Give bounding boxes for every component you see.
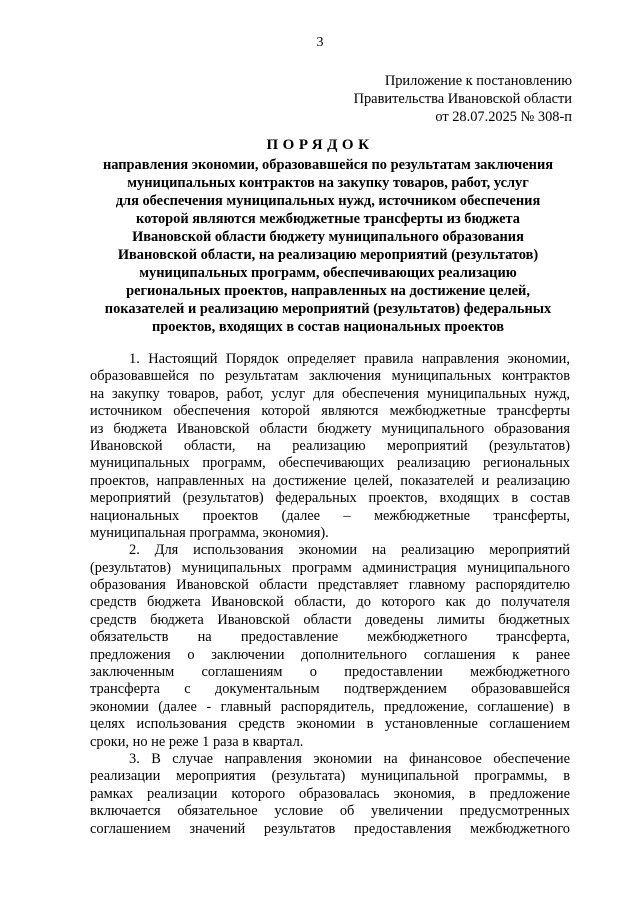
paragraph bbox=[90, 542, 570, 751]
paragraph-line: 1. Настоящий Порядок определяет правила направления экономии, bbox=[129, 351, 570, 367]
paragraph-line: образования Ивановской области представляет главному распорядителю bbox=[90, 577, 570, 594]
subtitle-line: для обеспечения муниципальных нужд, источником обеспечения bbox=[115, 193, 541, 209]
page-number: 3 bbox=[316, 35, 324, 50]
paragraph-line: 2. Для использования экономии на реализацию мероприятий bbox=[129, 542, 570, 559]
subtitle-line: Ивановской области, на реализацию мероприятий (результатов) bbox=[117, 247, 539, 263]
paragraph-line: сроки, но не реже 1 раза в квартал. bbox=[90, 733, 304, 750]
appendix-line: от 28.07.2025 № 308-п bbox=[435, 109, 572, 125]
paragraph-line: средств бюджета Ивановской области, до которого как до получателя bbox=[90, 594, 570, 611]
paragraph-line: экономии (далее - главный распорядитель, предложение, соглашение) в bbox=[90, 698, 570, 715]
subtitle-line: муниципальных контрактов на закупку товаров, работ, услуг bbox=[127, 175, 529, 191]
paragraph-line: включается обязательное условие об увеличении предусмотренных bbox=[90, 803, 570, 820]
paragraph bbox=[90, 351, 570, 542]
paragraph-line: 3. В случае направления экономии на финансовое обеспечение bbox=[129, 750, 570, 767]
document-body bbox=[90, 351, 570, 838]
paragraph-line: на закупку товаров, работ, услуг для обеспечения муниципальных нужд, bbox=[90, 385, 570, 402]
paragraph-line: трансферта с документальным подтверждением образовавшейся bbox=[90, 681, 570, 698]
subtitle-line: проектов, входящих в состав национальных проектов bbox=[151, 319, 505, 335]
paragraph-line: муниципальных программ, обеспечивающих реализацию региональных bbox=[90, 455, 570, 472]
paragraph-line: муниципальная программа, экономия). bbox=[90, 524, 329, 541]
paragraph-line: национальных проектов (далее – межбюджетные трансферты, bbox=[90, 507, 570, 524]
paragraph-line: Ивановской области, на реализацию мероприятий (результатов) bbox=[90, 437, 570, 454]
appendix-line: Приложение к постановлению bbox=[384, 73, 572, 89]
paragraph-line: заключенным соглашениям о предоставлении межбюджетного bbox=[90, 664, 570, 681]
paragraph-line: мероприятий (результатов) федеральных проектов, входящих в состав bbox=[90, 490, 570, 507]
paragraph-line: соглашением значений результатов предоставления межбюджетного bbox=[90, 820, 570, 837]
paragraph bbox=[90, 751, 570, 838]
paragraph-line: целях использования средств экономии в установленные соглашением bbox=[90, 716, 570, 733]
subtitle-line: показателей и реализацию мероприятий (результатов) федеральных bbox=[104, 301, 552, 317]
paragraph-line: предложения о заключении дополнительного соглашения к ранее bbox=[90, 646, 570, 663]
paragraph-line: из бюджета Ивановской области бюджету муниципального образования bbox=[90, 420, 570, 437]
paragraph-line: рамках реализации которого образовалась экономия, в предложение bbox=[90, 785, 570, 802]
subtitle-line: которой являются межбюджетные трансферты из бюджета bbox=[136, 211, 520, 227]
document-subtitle bbox=[84, 156, 572, 336]
document-title: ПОРЯДОК bbox=[266, 137, 374, 153]
appendix-note bbox=[354, 72, 572, 126]
paragraph-line: образовавшейся по результатам заключения муниципальных контрактов bbox=[90, 368, 570, 385]
appendix-line: Правительства Ивановской области bbox=[353, 91, 572, 107]
paragraph-line: (результатов) муниципальных программ администрация муниципального bbox=[90, 559, 570, 576]
paragraph-line: обязательств на предоставление межбюджетного трансферта, bbox=[90, 629, 570, 646]
paragraph-line: источником обеспечения которой являются межбюджетные трансферты bbox=[90, 403, 570, 420]
paragraph-line: проектов, направленных на достижение целей, показателей и реализацию bbox=[90, 472, 570, 489]
subtitle-line: региональных проектов, направленных на достижение целей, bbox=[126, 283, 530, 299]
subtitle-line: Ивановской области бюджету муниципального образования bbox=[132, 229, 524, 245]
subtitle-line: направления экономии, образовавшейся по результатам заключения bbox=[102, 157, 554, 173]
paragraph-line: реализации мероприятия (результата) муниципальной программы, в bbox=[90, 768, 570, 785]
paragraph-line: средств бюджета Ивановской области доведены лимиты бюджетных bbox=[90, 611, 570, 628]
subtitle-line: муниципальных программ, обеспечивающих реализацию bbox=[139, 265, 517, 281]
